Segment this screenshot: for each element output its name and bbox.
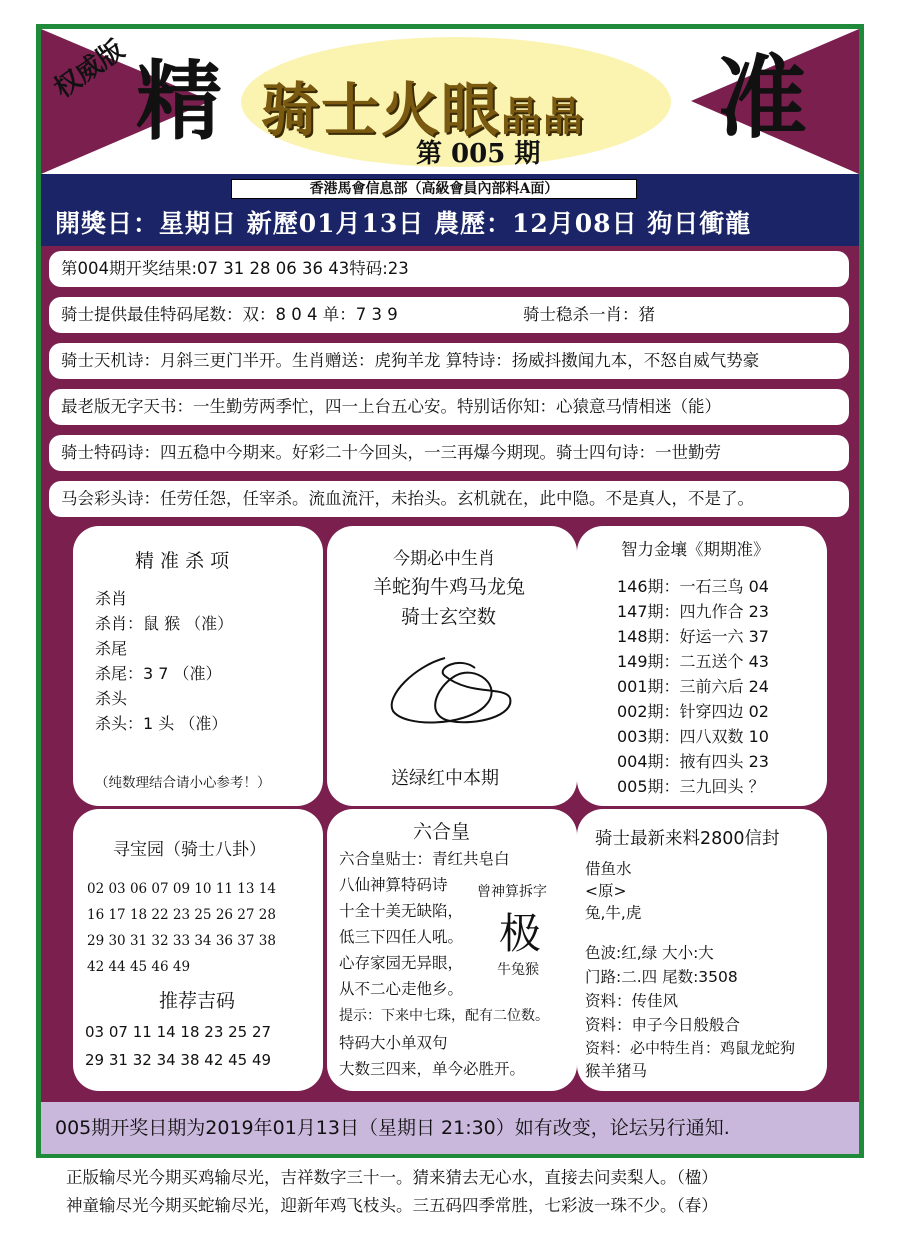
special-poem-row: 骑士特码诗：四五稳中今期来。好彩二十今回头，一三再爆今期现。骑士四句诗：一世勤劳 xyxy=(49,435,849,471)
poem-row: 骑士天机诗：月斜三更门半开。生肖赠送：虎狗羊龙 算特诗：扬威抖擞闻九本，不怒自威气势豪 xyxy=(49,343,849,379)
recommend-title: 推荐吉码 xyxy=(159,990,236,1012)
latest-line: 资料：申子今日般般合 xyxy=(585,1016,741,1034)
zodiac-animals: 羊蛇狗牛鸡马龙兔 xyxy=(373,576,526,598)
kill-line: 杀肖 xyxy=(95,589,128,608)
tail-row-right: 骑士稳杀一肖：猪 xyxy=(523,305,655,324)
brand-small: 晶晶 xyxy=(501,93,586,140)
tail-row-left: 骑士提供最佳特码尾数：双：8 0 4 单：7 3 9 xyxy=(61,305,398,324)
result-row: 第004期开奖结果:07 31 28 06 36 43特码:23 xyxy=(49,251,849,287)
liuhe-line: 六合皇贴士：青红共皂白 xyxy=(339,850,510,868)
header xyxy=(41,29,859,174)
gold-line: 146期：一石三鸟 04 xyxy=(617,577,769,596)
big-char-left: 精 xyxy=(136,51,222,152)
treasure-title: 寻宝园（骑士八卦） xyxy=(113,840,266,860)
zodiac-subtitle: 骑士玄空数 xyxy=(401,606,497,628)
gold-line: 003期：四八双数 10 xyxy=(617,727,769,746)
zodiac-box xyxy=(327,526,577,806)
liuhe-side-title: 曾神算拆字 xyxy=(477,884,547,900)
liuhe-line: 八仙神算特码诗 xyxy=(339,876,448,894)
book-row: 最老版无字天书：一生勤劳两季忙，四一上台五心安。特别话你知：心猿意马情相迷（能） xyxy=(49,389,849,425)
kill-line: 杀肖：鼠 猴 （准） xyxy=(95,614,234,633)
gold-line: 005期：三九回头 ？ xyxy=(617,777,765,796)
big-char-right: 准 xyxy=(717,45,807,151)
gold-line: 004期：掖有四头 23 xyxy=(617,752,769,771)
kill-line: 杀尾 xyxy=(95,639,128,658)
draw-notice: 005期开奖日期为2019年01月13日（星期日 21:30）如有改变，论坛另行通知. xyxy=(41,1102,859,1154)
treasure-numbers: 02 03 06 07 09 10 11 13 14 xyxy=(87,881,276,897)
liuhe-line: 从不二心走他乡。 xyxy=(339,980,464,998)
latest-line: 借鱼水 xyxy=(585,860,632,878)
latest-line: 色波:红,绿 大小:大 xyxy=(585,944,714,962)
info-band xyxy=(41,174,859,246)
liuhe-line: 十全十美无缺陷， xyxy=(339,902,464,920)
zodiac-title: 今期必中生肖 xyxy=(393,549,495,569)
gold-line: 148期：好运一六 37 xyxy=(617,627,769,646)
kill-line: 杀头：1 头 （准） xyxy=(95,714,228,733)
info-strip: 香港馬會信息部（高級會員內部料A面） xyxy=(231,179,637,199)
liuhe-title: 六合皇 xyxy=(413,821,471,843)
liuhe-box xyxy=(327,809,577,1091)
recommend-numbers: 29 31 32 34 38 42 45 49 xyxy=(85,1051,272,1069)
kill-line: 杀尾：3 7 （准） xyxy=(95,664,222,683)
latest-line: 兔,牛,虎 xyxy=(585,904,642,922)
liuhe-line: 特码大小单双句 xyxy=(339,1034,448,1052)
liuhe-big-char: 极 xyxy=(499,909,542,958)
kill-box xyxy=(73,526,323,806)
club-poem-row: 马会彩头诗：任劳任怨，任宰杀。流血流汗，未抬头。玄机就在，此中隐。不是真人，不是了。 xyxy=(49,481,849,517)
latest-line: <原> xyxy=(585,882,627,900)
brand-main: 骑士火眼 xyxy=(261,76,502,144)
kill-box-title: 精 准 杀 项 xyxy=(135,550,230,572)
latest-line: 门路:二.四 尾数:3508 xyxy=(585,968,738,986)
liuhe-line: 心存家园无异眼， xyxy=(339,954,464,972)
bottom-poem-line: 正版输尽光今期买鸡输尽光，吉祥数字三十一。猜来猜去无心水，直接去问卖梨人。（楹） xyxy=(66,1168,718,1187)
gold-line: 001期：三前六后 24 xyxy=(617,677,769,696)
gold-title: 智力金壤《期期准》 xyxy=(621,540,770,559)
recommend-numbers: 03 07 11 14 18 23 25 27 xyxy=(85,1023,272,1041)
gold-line: 149期：二五送个 43 xyxy=(617,652,769,671)
latest-line: 猴羊猪马 xyxy=(585,1062,648,1080)
gold-box xyxy=(577,526,827,806)
treasure-numbers: 29 30 31 32 33 34 36 37 38 xyxy=(87,933,276,949)
zodiac-footer: 送绿红中本期 xyxy=(391,768,499,789)
scribble-drawing xyxy=(375,646,525,736)
liuhe-side-answer: 牛兔猴 xyxy=(497,962,539,978)
issue-number: 第 005 期 xyxy=(416,139,541,169)
liuhe-line: 大数三四来，单今必胜开。 xyxy=(339,1060,526,1078)
latest-line: 资料：传佳风 xyxy=(585,992,679,1010)
kill-line: 杀头 xyxy=(95,689,128,708)
treasure-box xyxy=(73,809,323,1091)
bottom-poem-line: 神童输尽光今期买蛇输尽光，迎新年鸡飞枝头。三五码四季常胜，七彩波一珠不少。（春） xyxy=(66,1196,718,1215)
gold-line: 147期：四九作合 23 xyxy=(617,602,769,621)
poster-frame xyxy=(36,24,864,1158)
draw-date-line: 開獎日：星期日 新歷01月13日 農歷：12月08日 狗日衝龍 xyxy=(55,209,752,238)
liuhe-line: 提示：下来中七珠，配有二位数。 xyxy=(339,1008,549,1024)
edition-label: 权威版 xyxy=(48,34,130,105)
latest-line: 资料：必中特生肖：鸡鼠龙蛇狗 xyxy=(585,1039,796,1057)
gold-line: 002期：针穿四边 02 xyxy=(617,702,769,721)
kill-box-note: （纯数理结合请小心参考！） xyxy=(95,775,271,791)
latest-title: 骑士最新来料2800信封 xyxy=(595,829,780,849)
liuhe-line: 低三下四任人吼。 xyxy=(339,928,464,946)
treasure-numbers: 16 17 18 22 23 25 26 27 28 xyxy=(87,907,276,923)
tail-row xyxy=(49,297,849,333)
treasure-numbers: 42 44 45 46 49 xyxy=(87,959,191,975)
latest-box xyxy=(577,809,827,1091)
